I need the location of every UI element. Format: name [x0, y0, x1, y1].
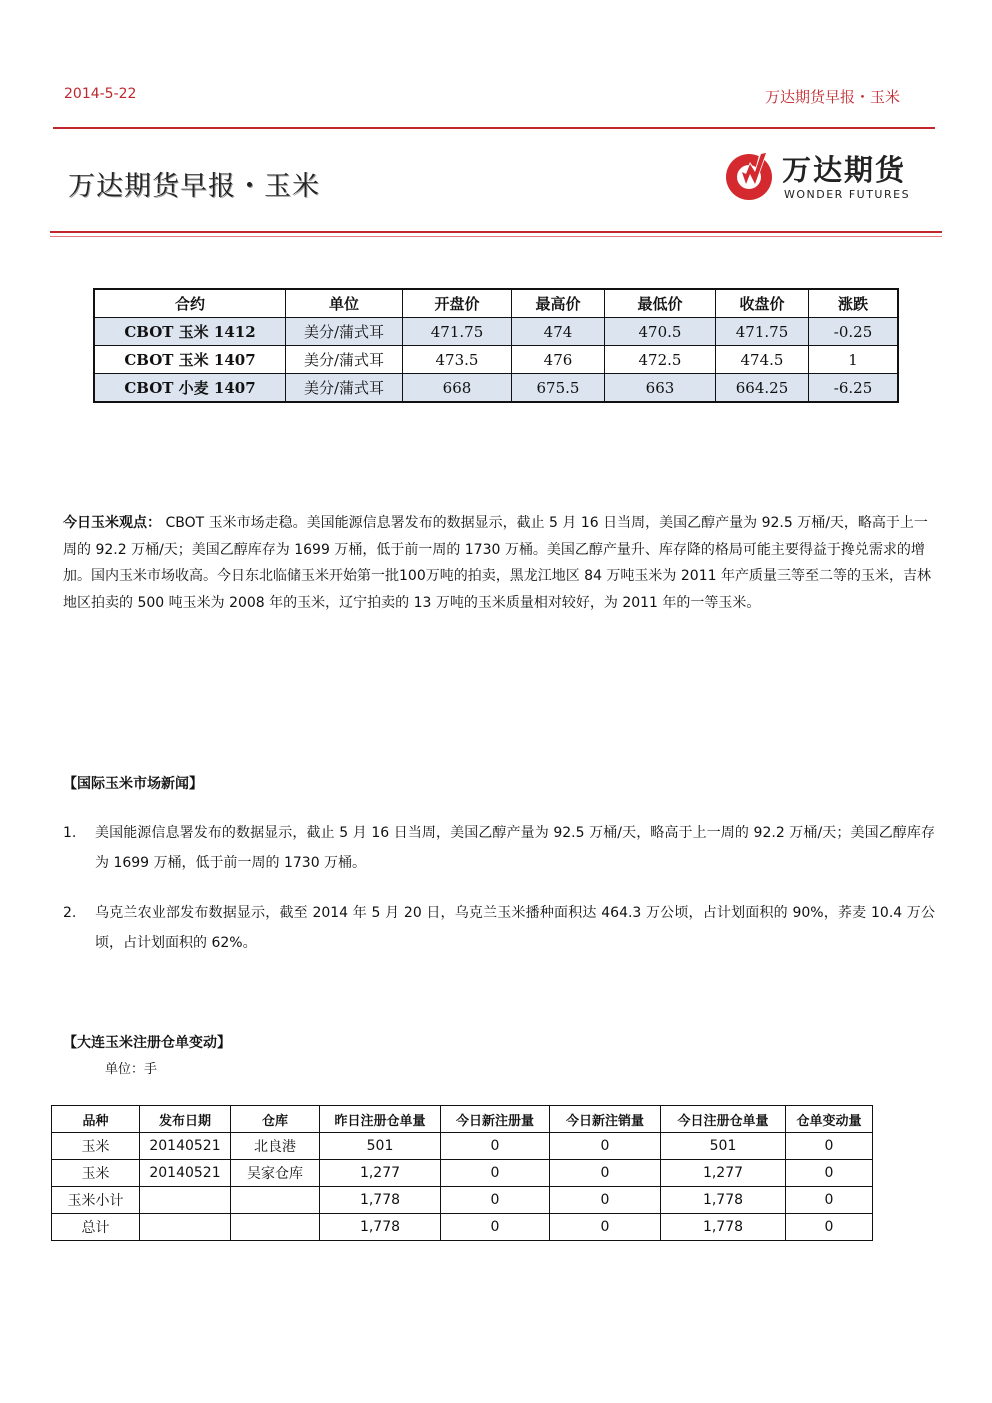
- news-item: [63, 818, 935, 878]
- daily-view-label: 今日玉米观点：: [63, 515, 161, 531]
- cell: 20140521: [140, 1160, 231, 1187]
- cell: 0: [786, 1160, 873, 1187]
- col-header: 仓单变动量: [786, 1106, 873, 1133]
- col-header: 单位: [286, 289, 403, 318]
- cell: 总计: [52, 1214, 140, 1241]
- table-row: [94, 346, 898, 374]
- cell: 668: [403, 374, 512, 403]
- news-item-text: 乌克兰农业部发布数据显示，截至 2014 年 5 月 20 日，乌克兰玉米播种面积达 464.3 万公顷，占计划面积的 90%，荞麦 10.4 万公顷，占计划面积的 62%。: [95, 905, 935, 951]
- cell: 0: [786, 1133, 873, 1160]
- col-header: 开盘价: [403, 289, 512, 318]
- cell: 玉米: [52, 1160, 140, 1187]
- cell: 501: [661, 1133, 786, 1160]
- daily-view: [63, 510, 935, 616]
- title-divider-thin: [50, 236, 942, 237]
- col-header: 最高价: [512, 289, 605, 318]
- wonder-logo-icon: [722, 144, 778, 204]
- cell: 471.75: [403, 318, 512, 346]
- news-item-text: 美国能源信息署发布的数据显示，截止 5 月 16 日当周，美国乙醇产量为 92.5 万桶/天，略高于上一周的 92.2 万桶/天；美国乙醇库存为 1699 万桶，低于前一周的 1730 万桶。: [95, 825, 935, 871]
- news-item-number: 1.: [63, 825, 77, 841]
- cell: 470.5: [605, 318, 716, 346]
- col-header: 今日新注销量: [550, 1106, 661, 1133]
- warehouse-heading: 【大连玉米注册仓单变动】: [63, 1035, 231, 1051]
- cell: 吴家仓库: [231, 1160, 320, 1187]
- table-row: [52, 1214, 873, 1241]
- cell: 1,277: [320, 1160, 441, 1187]
- cell: 美分/蒲式耳: [286, 318, 403, 346]
- col-header: 昨日注册仓单量: [320, 1106, 441, 1133]
- col-header: 最低价: [605, 289, 716, 318]
- news-item-number: 2.: [63, 905, 77, 921]
- cell: 1,778: [661, 1187, 786, 1214]
- intl-news-heading: 【国际玉米市场新闻】: [63, 776, 203, 792]
- cell: [140, 1214, 231, 1241]
- cell: 20140521: [140, 1133, 231, 1160]
- cell: 663: [605, 374, 716, 403]
- warehouse-table: [51, 1105, 873, 1241]
- cell: 473.5: [403, 346, 512, 374]
- col-header: 仓库: [231, 1106, 320, 1133]
- cell: 474: [512, 318, 605, 346]
- col-header: 收盘价: [716, 289, 809, 318]
- logo-text-cn: 万达期货: [782, 153, 907, 187]
- cell: -6.25: [809, 374, 899, 403]
- table-row: [52, 1133, 873, 1160]
- cell: 1,277: [661, 1160, 786, 1187]
- page-title: 万达期货早报・玉米: [68, 171, 320, 202]
- cell: 474.5: [716, 346, 809, 374]
- cell: 471.75: [716, 318, 809, 346]
- col-header: 今日注册仓单量: [661, 1106, 786, 1133]
- warehouse-unit: 单位：手: [105, 1062, 158, 1077]
- cell: 美分/蒲式耳: [286, 346, 403, 374]
- col-header: 发布日期: [140, 1106, 231, 1133]
- cell: 476: [512, 346, 605, 374]
- cell: 0: [550, 1133, 661, 1160]
- header-divider: [53, 127, 935, 129]
- cell: 0: [441, 1133, 550, 1160]
- cell: 0: [550, 1187, 661, 1214]
- cell: [231, 1214, 320, 1241]
- cell: 北良港: [231, 1133, 320, 1160]
- table-row: [94, 318, 898, 346]
- cell: CBOT 小麦 1407: [94, 374, 286, 403]
- cell: 0: [441, 1160, 550, 1187]
- title-divider: [50, 231, 942, 233]
- price-table: [93, 288, 899, 403]
- logo-text-en: WONDER FUTURES: [784, 188, 911, 201]
- cell: 美分/蒲式耳: [286, 374, 403, 403]
- cell: 0: [441, 1187, 550, 1214]
- cell: 玉米: [52, 1133, 140, 1160]
- cell: 675.5: [512, 374, 605, 403]
- cell: 0: [550, 1214, 661, 1241]
- cell: 1: [809, 346, 899, 374]
- cell: 玉米小计: [52, 1187, 140, 1214]
- table-row: [52, 1160, 873, 1187]
- cell: 0: [786, 1214, 873, 1241]
- header-title: 万达期货早报・玉米: [764, 88, 900, 106]
- report-date: 2014-5-22: [64, 86, 137, 102]
- col-header: 今日新注册量: [441, 1106, 550, 1133]
- cell: CBOT 玉米 1412: [94, 318, 286, 346]
- company-logo: [722, 144, 942, 204]
- col-header: 品种: [52, 1106, 140, 1133]
- cell: 1,778: [320, 1187, 441, 1214]
- col-header: 合约: [94, 289, 286, 318]
- cell: [140, 1187, 231, 1214]
- cell: 1,778: [320, 1214, 441, 1241]
- daily-view-text: CBOT 玉米市场走稳。美国能源信息署发布的数据显示，截止 5 月 16 日当周，美国乙醇产量为 92.5 万桶/天，略高于上一周的 92.2 万桶/天；美国乙醇库存为 1699 万桶，低于前一周的 1730 万桶。美国乙醇产量升、库存降的格局可能主要得益于搀兑需求的增加。国内玉米市场收高。今日东北临储玉米开始第一批100万吨的拍卖，黑龙江地区 84 万吨玉米为 2011 年产质量三等至二等的玉米，吉林地区拍卖的 500 吨玉米为 2008 年的玉米，辽宁拍卖的 13 万吨的玉米质量相对较好，为 2011 年的一等玉米。: [63, 515, 931, 611]
- cell: -0.25: [809, 318, 899, 346]
- price-table-header: [94, 289, 898, 318]
- table-row: [94, 374, 898, 403]
- cell: 0: [441, 1214, 550, 1241]
- cell: CBOT 玉米 1407: [94, 346, 286, 374]
- col-header: 涨跌: [809, 289, 899, 318]
- cell: [231, 1187, 320, 1214]
- cell: 0: [786, 1187, 873, 1214]
- cell: 0: [550, 1160, 661, 1187]
- cell: 501: [320, 1133, 441, 1160]
- news-item: [63, 898, 935, 958]
- warehouse-table-header: [52, 1106, 873, 1133]
- table-row: [52, 1187, 873, 1214]
- cell: 472.5: [605, 346, 716, 374]
- cell: 664.25: [716, 374, 809, 403]
- cell: 1,778: [661, 1214, 786, 1241]
